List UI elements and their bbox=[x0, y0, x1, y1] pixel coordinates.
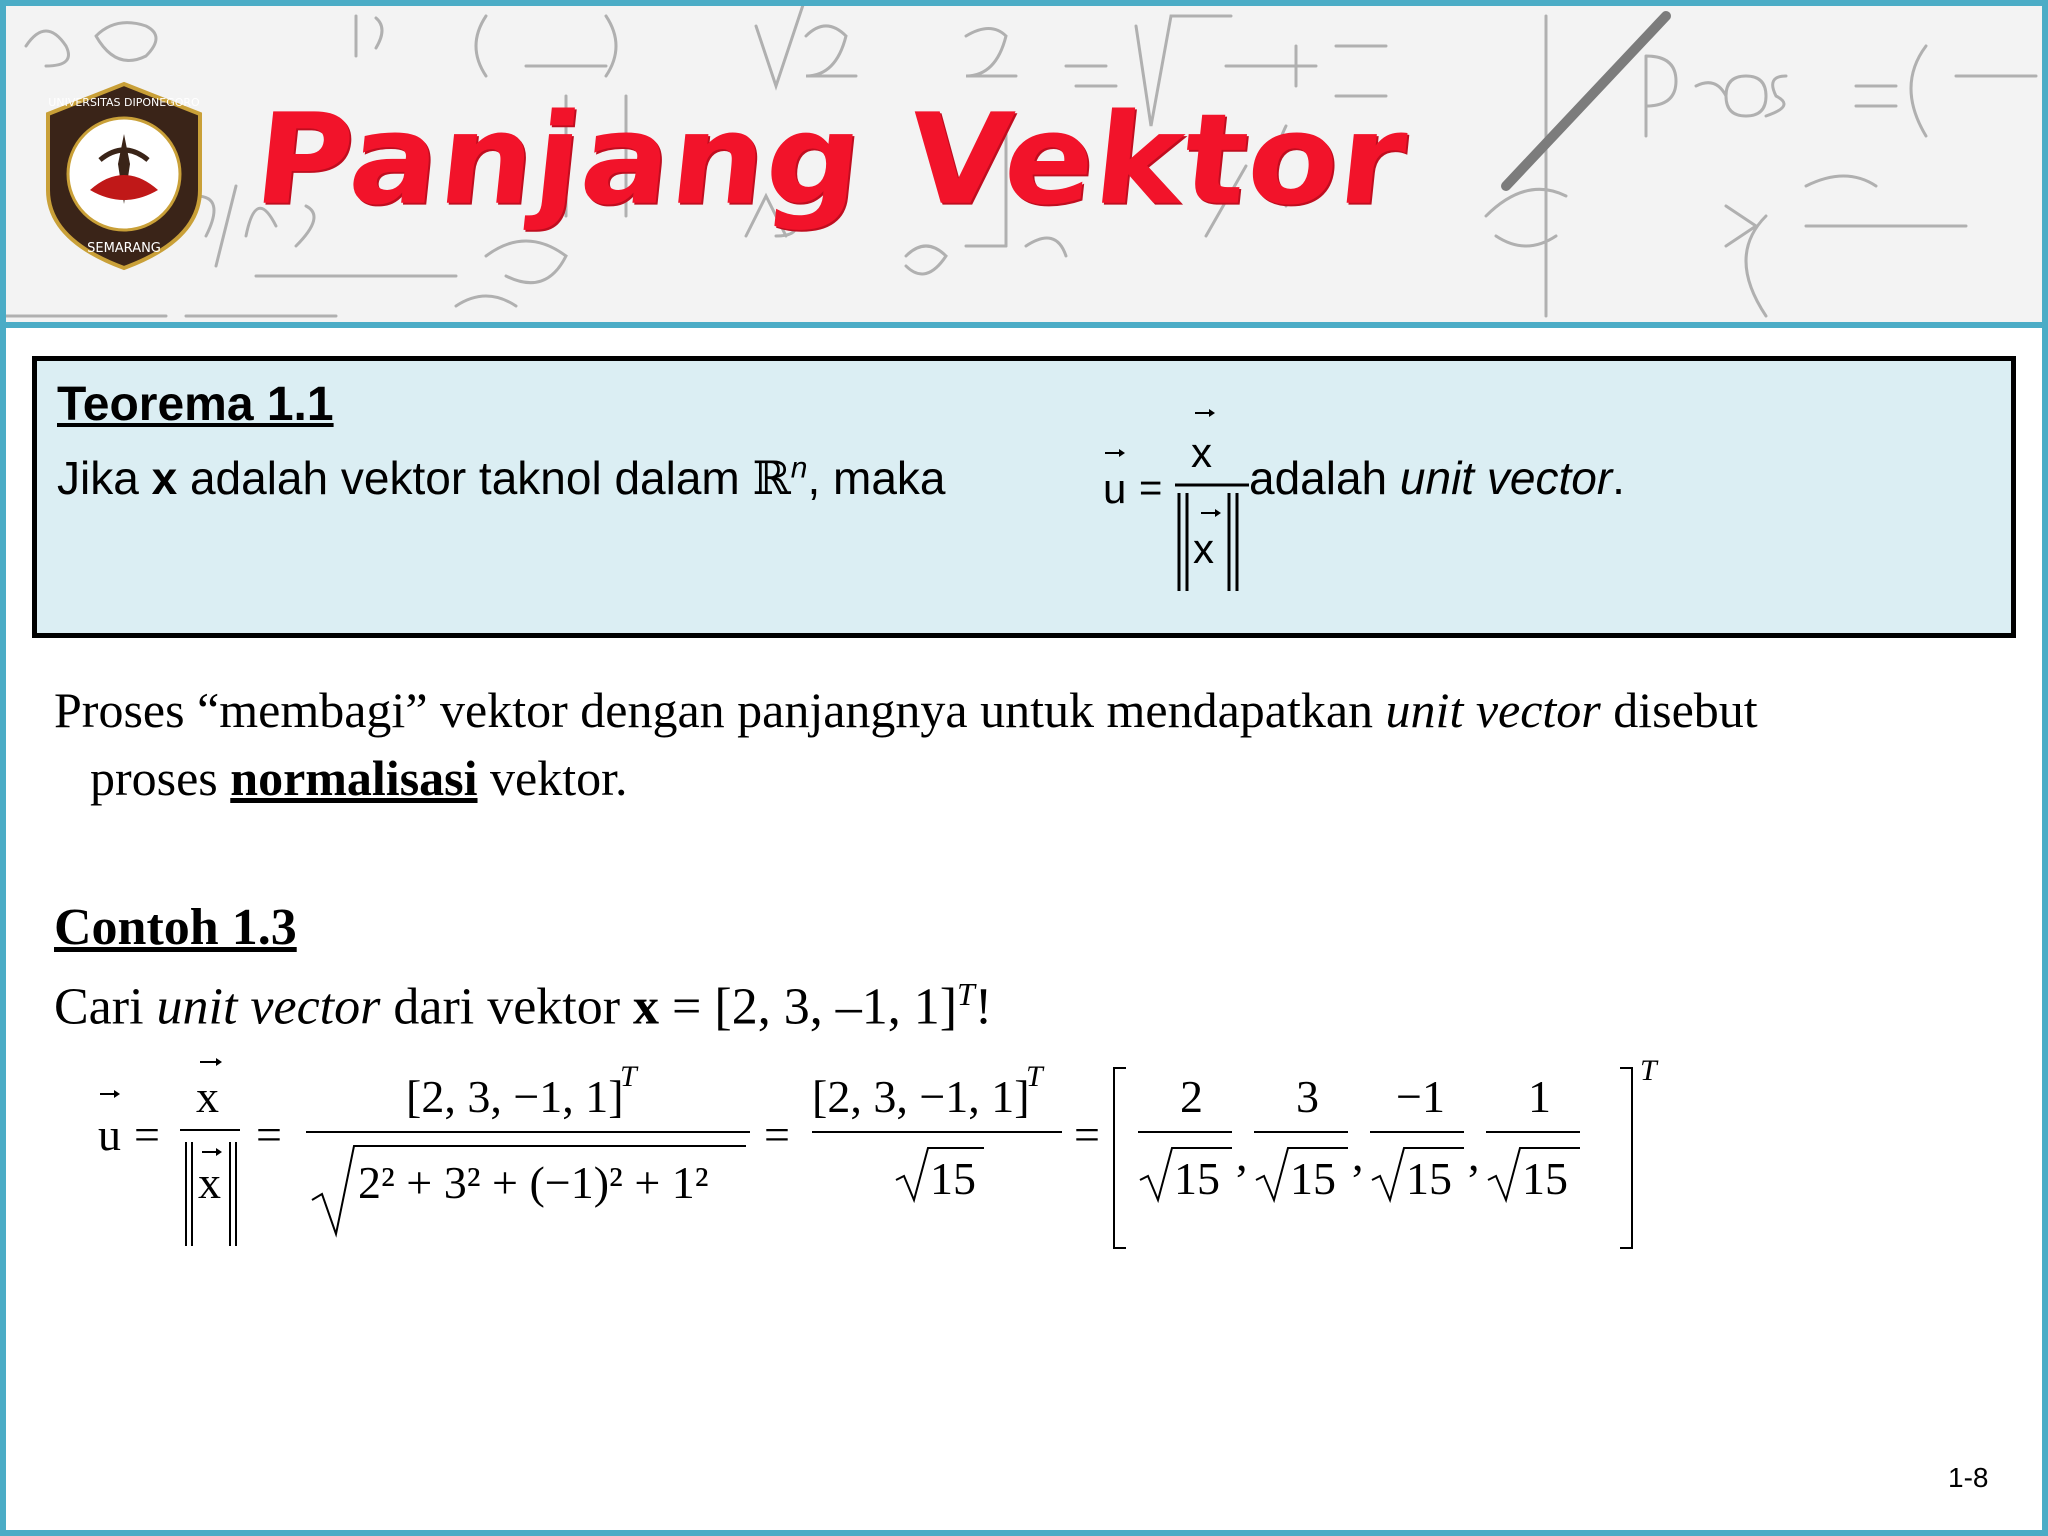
example-text-mid: dari vektor bbox=[380, 978, 634, 1036]
theorem-var-x: x bbox=[151, 452, 178, 504]
theorem-text-maka: , maka bbox=[807, 452, 946, 504]
formula-lhs-u: u bbox=[1103, 465, 1127, 512]
slide-header bbox=[6, 6, 2042, 328]
theorem-text-mid: adalah vektor taknol dalam bbox=[177, 452, 753, 504]
example-solution-formula bbox=[90, 1050, 1670, 1250]
solution-frac3-den: 15 bbox=[1406, 1153, 1452, 1204]
example-text-start: Cari bbox=[54, 978, 157, 1036]
example-transpose: T bbox=[957, 976, 975, 1012]
solution-frac4-den: 15 bbox=[1522, 1153, 1568, 1204]
logo-text-top: UNIVERSITAS DIPONEGORO bbox=[48, 96, 200, 109]
solution-eq-3: = bbox=[764, 1109, 790, 1160]
example-text-end: ! bbox=[974, 978, 993, 1036]
slide-title: Panjang Vektor bbox=[248, 86, 1414, 234]
formula-denominator-x: x bbox=[1193, 525, 1214, 572]
solution-sqrt-terms: 2² + 3² + (−1)² + 1² bbox=[358, 1157, 709, 1208]
theorem-statement bbox=[57, 451, 946, 505]
theorem-after-text: adalah bbox=[1249, 452, 1400, 504]
solution-eq-1: = bbox=[134, 1109, 160, 1160]
formula-eq: = bbox=[1139, 466, 1163, 510]
solution-vector-2: [2, 3, −1, 1] bbox=[812, 1071, 1030, 1122]
solution-transpose-2: T bbox=[1026, 1060, 1043, 1093]
paragraph-text-1: Proses “membagi” vektor dengan panjangnya untuk mendapatkan bbox=[54, 682, 1386, 738]
solution-transpose-1: T bbox=[620, 1060, 637, 1093]
theorem-unit-vector-em: unit vector bbox=[1399, 452, 1613, 504]
formula-numerator-x: x bbox=[1191, 429, 1212, 476]
solution-eq-2: = bbox=[256, 1109, 282, 1160]
paragraph-text-2: proses bbox=[90, 750, 231, 806]
solution-vector-1: [2, 3, −1, 1] bbox=[406, 1071, 624, 1122]
example-unit-vector-em: unit vector bbox=[156, 978, 381, 1036]
normalization-paragraph bbox=[54, 676, 2004, 812]
solution-frac2-den: 15 bbox=[1290, 1153, 1336, 1204]
paragraph-text-2-end: vektor. bbox=[477, 750, 628, 806]
example-question bbox=[54, 976, 992, 1036]
real-space-symbol: ℝ bbox=[752, 451, 791, 505]
solution-frac3-num: −1 bbox=[1396, 1071, 1445, 1122]
example-title: Contoh 1.3 bbox=[54, 899, 297, 956]
theorem-title: Teorema 1.1 bbox=[57, 378, 334, 431]
solution-eq-4: = bbox=[1074, 1109, 1100, 1160]
solution-frac4-num: 1 bbox=[1528, 1071, 1551, 1122]
space-exponent: n bbox=[790, 451, 808, 485]
example-var-x: x bbox=[633, 978, 660, 1036]
solution-sqrt15-a: 15 bbox=[930, 1153, 976, 1204]
normalisasi-term: normalisasi bbox=[230, 750, 478, 806]
solution-frac1-den: 15 bbox=[1174, 1153, 1220, 1204]
theorem-text-prefix: Jika bbox=[57, 452, 152, 504]
solution-comma-2: , bbox=[1352, 1129, 1364, 1180]
page-number: 1-8 bbox=[1948, 1462, 1989, 1493]
solution-num-x: x bbox=[196, 1071, 219, 1122]
paragraph-line-2 bbox=[54, 744, 2004, 812]
paragraph-text-1-end: disebut bbox=[1600, 682, 1758, 738]
solution-den-x: x bbox=[198, 1157, 221, 1208]
university-logo bbox=[40, 80, 208, 272]
solution-transpose-3: T bbox=[1640, 1054, 1657, 1087]
paragraph-line-1 bbox=[54, 676, 2004, 744]
paragraph-unit-vector-em: unit vector bbox=[1385, 682, 1601, 738]
theorem-conclusion bbox=[1249, 451, 1625, 505]
solution-u: u bbox=[98, 1109, 121, 1160]
theorem-box bbox=[32, 356, 2016, 638]
solution-frac2-num: 3 bbox=[1296, 1071, 1319, 1122]
solution-comma-3: , bbox=[1468, 1129, 1480, 1180]
solution-comma-1: , bbox=[1236, 1129, 1248, 1180]
example-vector-value: = [2, 3, –1, 1] bbox=[659, 978, 958, 1036]
solution-frac1-num: 2 bbox=[1180, 1071, 1203, 1122]
logo-text-bottom: SEMARANG bbox=[87, 241, 161, 256]
unit-vector-formula bbox=[1067, 387, 1267, 627]
theorem-after-end: . bbox=[1612, 452, 1625, 504]
